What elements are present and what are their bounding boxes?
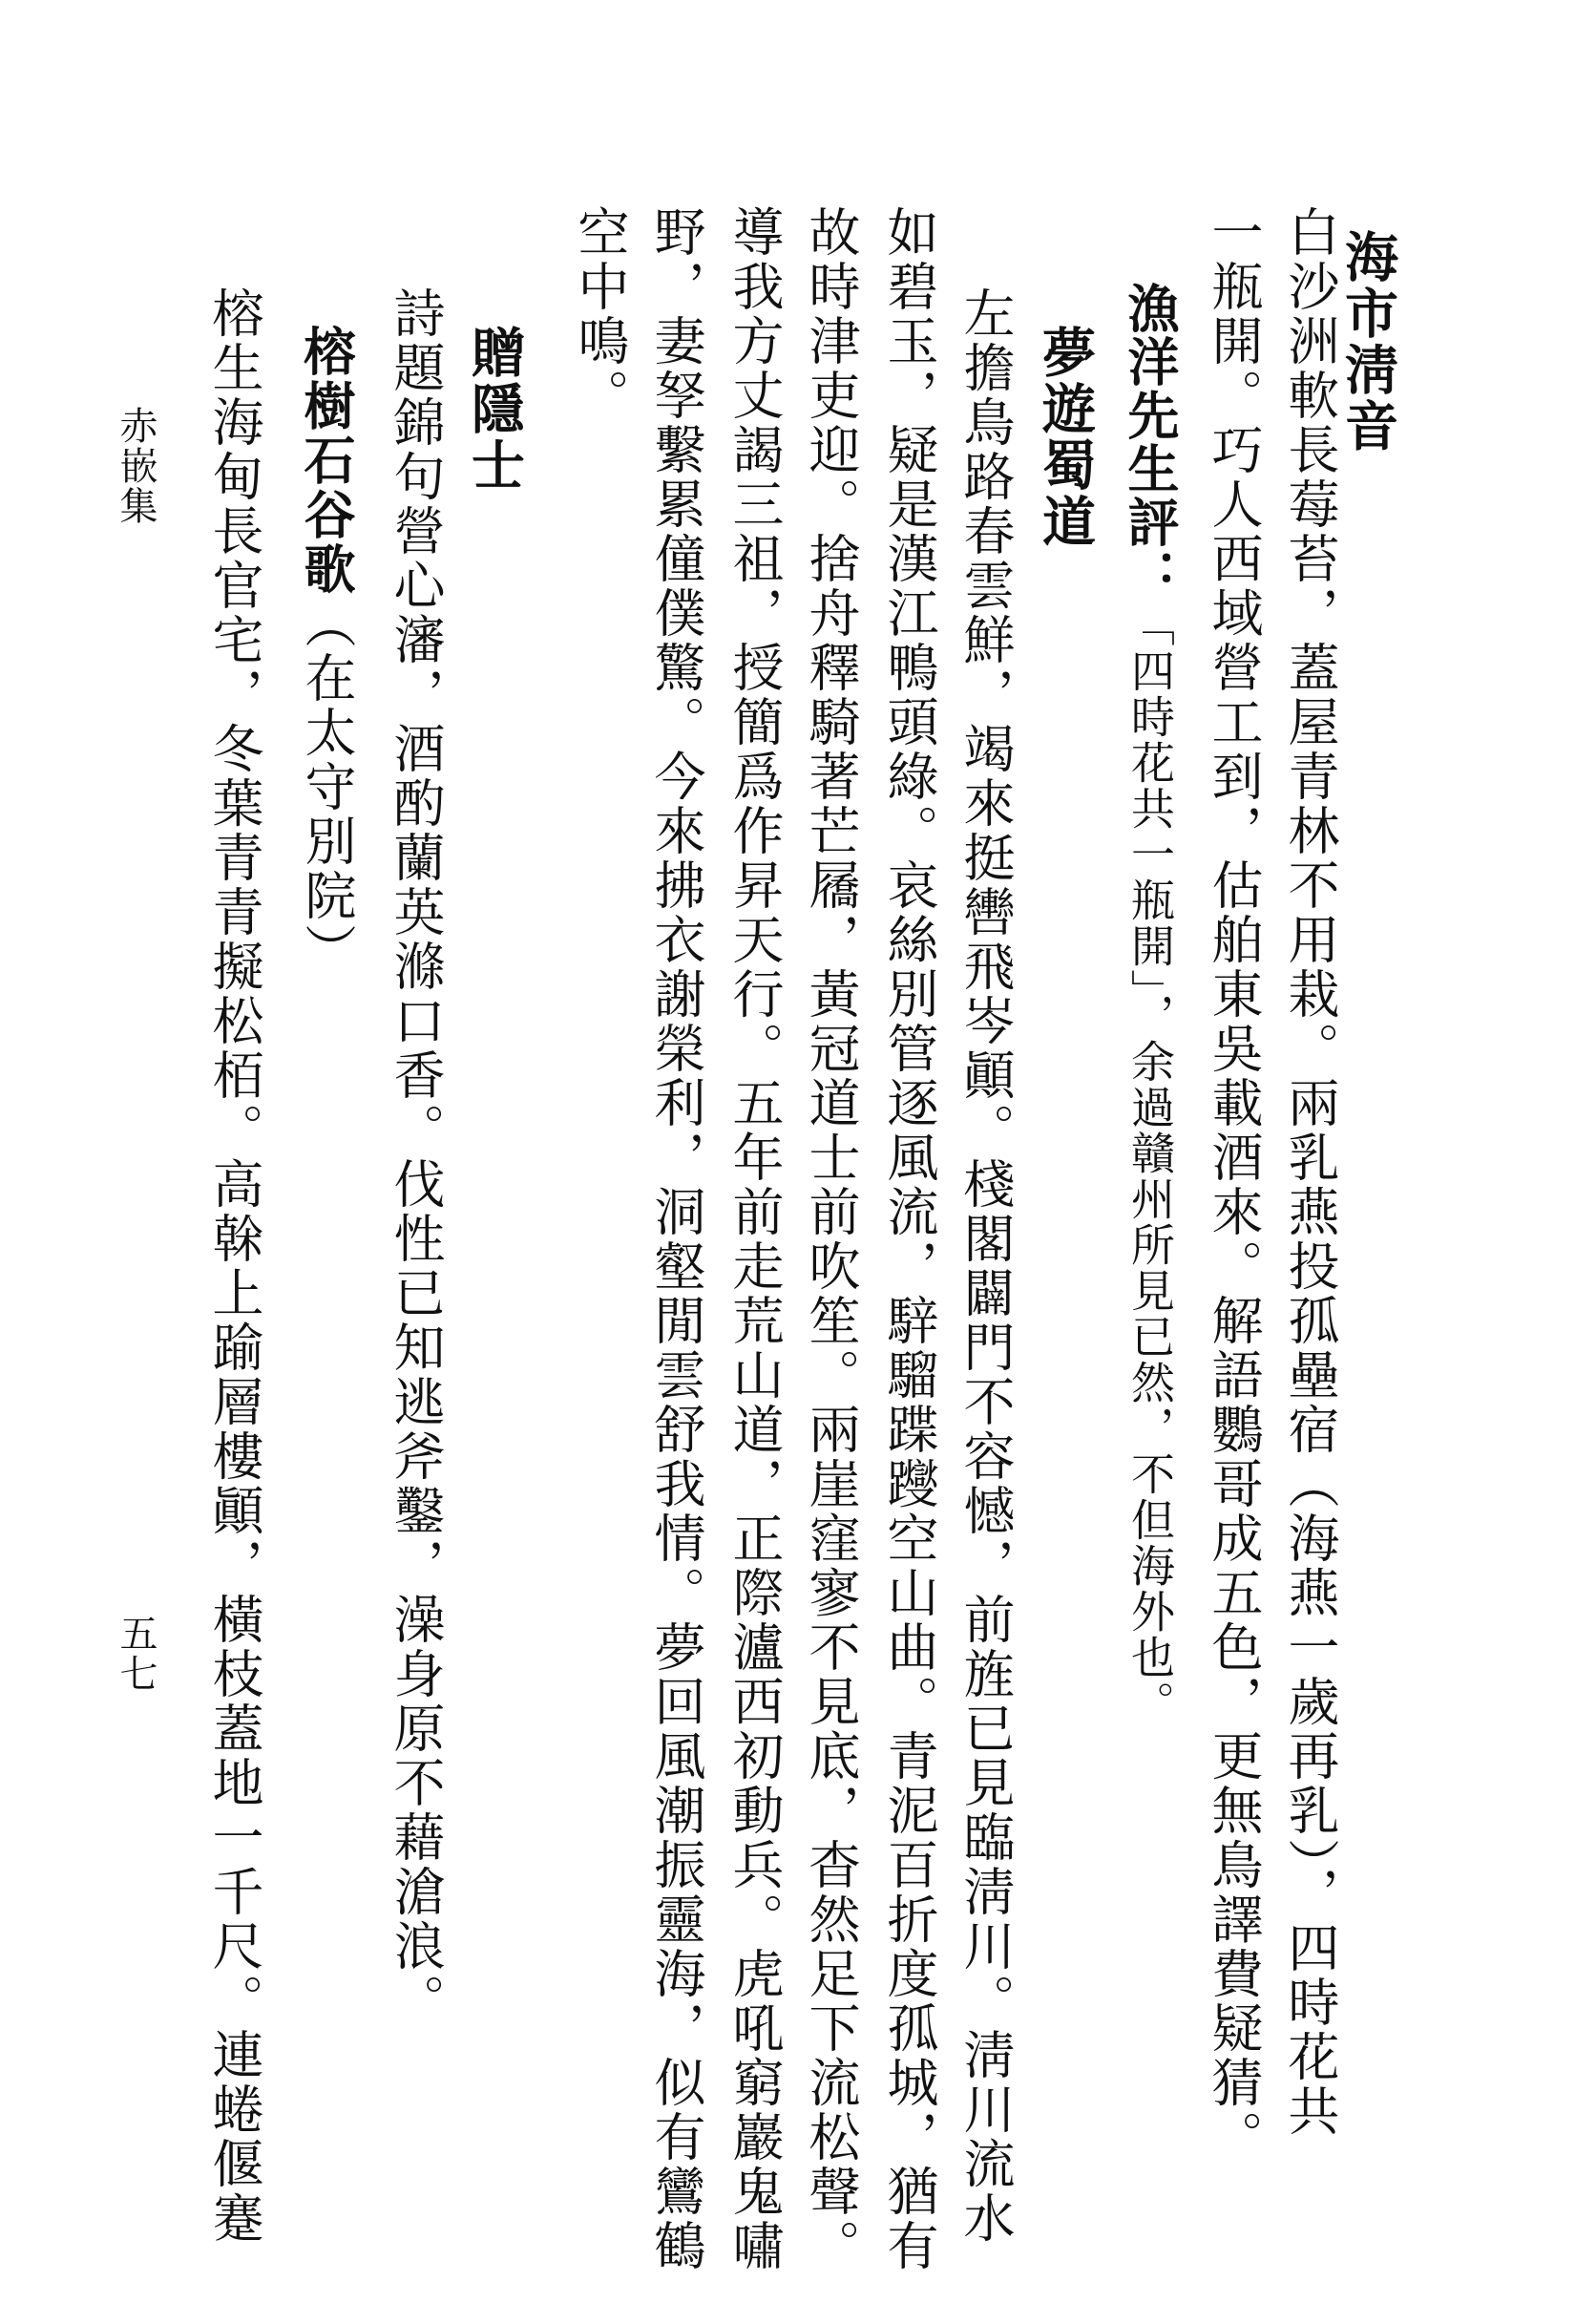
poem-line: 一瓶開。巧人西域營工到，估舶東吳載酒來。解語鸚哥成五色，更無鳥譯費疑猜。 [1204, 205, 1264, 2165]
poem-line: 如碧玉，疑是漢江鴨頭綠。哀絲別管逐風流，騂騮蹀躞空山曲。青泥百折度孤城，猶有 [879, 205, 939, 2273]
poem-line: 榕生海甸長官宅，冬葉青青擬松栢。高榦上踰層樓顚，橫枝蓋地一千尺。連蜷偃蹇 [204, 286, 264, 2246]
poem-line: 野，妻孥繫累僮僕驚。今來拂衣謝榮利，洞壑閒雲舒我情。夢回風潮振靈海，似有鸞鶴 [646, 205, 706, 2273]
poem-title: 榕樹石谷歌 [296, 325, 357, 597]
book-title: 赤嵌集 [114, 406, 158, 526]
commentary [1120, 282, 1181, 1726]
poem-subtitle: （在太守別院） [297, 597, 357, 978]
poem-title: 海市淸音 [1336, 229, 1399, 454]
commentary-text: 「四時花共一瓶開」，余過贛州所見已然，不但海外也。 [1124, 602, 1176, 1726]
poem-line: 白沙洲軟長莓苔，蓋屋青林不用栽。兩乳燕投孤壘宿（海燕一歲再乳），四時花共 [1280, 205, 1340, 2139]
poem-title: 贈隱士 [463, 325, 526, 494]
poem-line: 詩題錦句營心瀋，酒酌蘭英滌口香。伐性已知逃斧鑿，澡身原不藉滄浪。 [386, 286, 446, 2028]
commentary-label: 漁洋先生評： [1120, 282, 1181, 602]
poem-line: 空中鳴。 [570, 205, 630, 423]
poem-title: 夢遊蜀道 [1034, 325, 1097, 550]
poem-line: 左擔鳥路春雲鮮，竭來挺轡飛岑顚。棧閣闢門不容憾，前旌已見臨淸川。淸川流水 [956, 286, 1016, 2246]
poem-line: 導我方丈謁三祖，授簡爲作昇天行。五年前走荒山道，正際瀘西初動兵。虎吼窮巖鬼嘯 [724, 205, 785, 2273]
poem-title-group [296, 325, 357, 978]
poem-line: 故時津吏迎。捨舟釋騎著芒屩，黃冠道士前吹笙。兩崖窪寥不見底，杳然足下流松聲。 [801, 205, 861, 2273]
page-number: 五七 [114, 1614, 158, 1694]
